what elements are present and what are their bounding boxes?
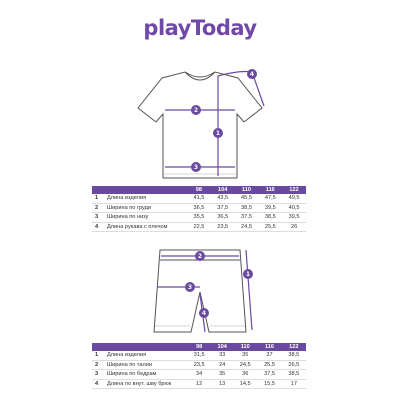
table-cell: 25,5 [257, 360, 281, 370]
measure-number: 2 [92, 360, 105, 370]
size-table-shorts [92, 343, 306, 389]
size-header: 98 [187, 343, 211, 351]
measure-line-1 [246, 250, 252, 330]
marker-2: 2 [193, 107, 199, 114]
table-row [92, 360, 306, 370]
size-header: 116 [258, 186, 282, 194]
table-cell: 25,5 [258, 222, 282, 232]
table-cell: 24 [211, 360, 233, 370]
tshirt-diagram [0, 58, 400, 183]
table-cell: 41,5 [187, 194, 211, 203]
marker-4: 4 [249, 71, 255, 78]
table-cell: 24,5 [233, 360, 257, 370]
table-cell: 23,5 [187, 360, 211, 370]
tshirt-outline [138, 72, 262, 178]
table-cell: 37,5 [211, 203, 235, 213]
table-cell: 36,5 [187, 203, 211, 213]
size-header: 98 [187, 186, 211, 194]
table-cell: 38,5 [282, 351, 306, 360]
tshirt-collar [185, 72, 215, 80]
table-cell: 14,5 [233, 379, 257, 389]
table-cell: 49,5 [282, 194, 306, 203]
measure-label: Длина по внут. шву брюк [105, 379, 187, 389]
measure-label: Ширина по талии [105, 360, 187, 370]
table-cell: 17 [282, 379, 306, 389]
shorts-outline [154, 250, 246, 332]
measure-number: 2 [92, 203, 105, 213]
size-table-tshirt [92, 186, 306, 232]
table-cell: 45,5 [235, 194, 259, 203]
marker-1: 1 [215, 130, 221, 137]
table-cell: 37,5 [257, 370, 281, 380]
table-cell: 39,5 [258, 203, 282, 213]
measure-label: Длина изделия [105, 194, 187, 203]
marker-2: 2 [197, 253, 203, 260]
table-cell: 40,5 [282, 203, 306, 213]
table-cell: 33 [211, 351, 233, 360]
measure-line-4 [218, 72, 264, 107]
measure-label: Ширина по бедрам [105, 370, 187, 380]
table-cell: 26,5 [282, 360, 306, 370]
table-cell: 35 [211, 370, 233, 380]
table-row [92, 370, 306, 380]
brand-logo-text: playToday [143, 16, 257, 40]
table-row [92, 379, 306, 389]
measure-number: 4 [92, 379, 105, 389]
table-cell: 35,5 [187, 213, 211, 223]
shorts-diagram [0, 232, 400, 337]
marker-1: 1 [245, 271, 251, 278]
size-header: 110 [233, 343, 257, 351]
size-header: 116 [257, 343, 281, 351]
table-cell: 26 [282, 222, 306, 232]
table-cell: 31,5 [187, 351, 211, 360]
table-cell: 15,5 [257, 379, 281, 389]
table-cell: 38,5 [235, 203, 259, 213]
table-cell: 36,5 [211, 213, 235, 223]
table-cell: 22,5 [187, 222, 211, 232]
table-cell: 34 [187, 370, 211, 380]
measure-number: 3 [92, 370, 105, 380]
measure-number: 1 [92, 351, 105, 360]
measure-number: 1 [92, 194, 105, 203]
size-header: 122 [282, 186, 306, 194]
table-cell: 43,5 [211, 194, 235, 203]
size-header: 122 [282, 343, 306, 351]
size-header-row [92, 186, 306, 194]
table-row [92, 203, 306, 213]
measure-label: Длина рукава с плечом [105, 222, 187, 232]
table-row [92, 194, 306, 203]
table-cell: 38,5 [258, 213, 282, 223]
size-header-row [92, 343, 306, 351]
table-cell: 47,5 [258, 194, 282, 203]
table-row [92, 213, 306, 223]
table-cell: 24,5 [235, 222, 259, 232]
size-header: 110 [235, 186, 259, 194]
marker-3: 3 [193, 164, 199, 171]
table-cell: 38,5 [282, 370, 306, 380]
brand-logo [0, 16, 400, 40]
measure-label: Ширина по низу [105, 213, 187, 223]
table-cell: 23,5 [211, 222, 235, 232]
table-cell: 36 [233, 370, 257, 380]
table-cell: 37 [257, 351, 281, 360]
measure-number: 4 [92, 222, 105, 232]
table-cell: 13 [211, 379, 233, 389]
table-cell: 35 [233, 351, 257, 360]
table-cell: 37,5 [235, 213, 259, 223]
table-row [92, 222, 306, 232]
marker-4: 4 [201, 310, 207, 317]
measure-number: 3 [92, 213, 105, 223]
measure-label: Ширина по груди [105, 203, 187, 213]
table-row [92, 351, 306, 360]
table-cell: 39,5 [282, 213, 306, 223]
marker-3: 3 [187, 284, 193, 291]
size-header: 104 [211, 186, 235, 194]
table-cell: 12 [187, 379, 211, 389]
measure-label: Длина изделия [105, 351, 187, 360]
size-header: 104 [211, 343, 233, 351]
